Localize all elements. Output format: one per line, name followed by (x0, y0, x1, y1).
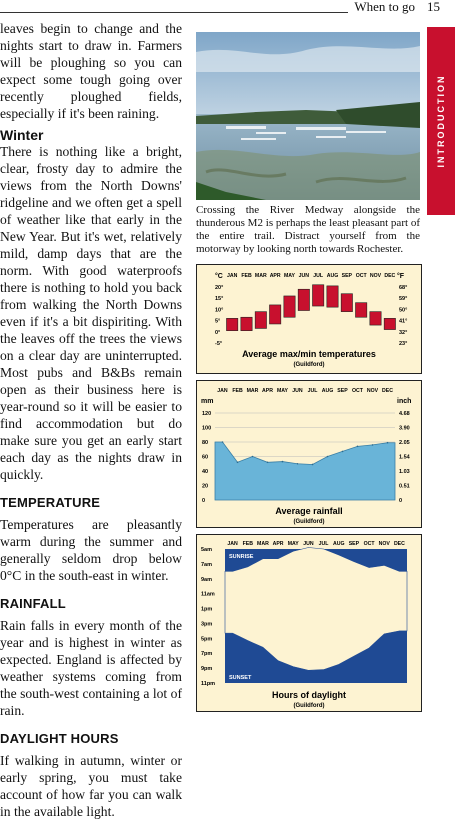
rainfall-chart-svg (197, 381, 421, 527)
daylight-month-label: MAR (257, 541, 269, 547)
rain-month-label: JUN (292, 388, 303, 394)
daylight-month-label: OCT (363, 541, 375, 547)
rain-tick-mm: 80 (202, 440, 209, 446)
rain-month-label: AUG (321, 388, 334, 394)
daylight-month-label: SEP (348, 541, 360, 547)
temp-bar (241, 317, 252, 330)
temp-month-label: JAN (226, 273, 238, 279)
daylight-tick: 9am (201, 576, 213, 583)
rain-point (267, 462, 269, 464)
rain-tick-mm: 20 (202, 483, 209, 490)
daylight-tick: 9pm (201, 666, 213, 673)
river-medway-photo (196, 32, 420, 200)
rain-chart-title: Average rainfall (275, 506, 343, 516)
daylight-month-label: FEB (242, 541, 253, 547)
heading-winter: Winter (0, 127, 44, 143)
rain-point (282, 461, 284, 463)
temp-month-label: MAY (283, 273, 296, 279)
temp-tick-c: 5° (215, 318, 221, 325)
rain-point (387, 442, 389, 444)
rain-month-label: MAR (246, 388, 259, 394)
rain-area (215, 442, 395, 500)
rain-point (327, 456, 329, 458)
rain-tick-inch: 4.68 (399, 411, 410, 417)
heading-daylight-hours: DAYLIGHT HOURS (0, 731, 119, 746)
daylight-month-label: APR (272, 541, 284, 547)
temp-bar (227, 318, 238, 330)
temp-month-label: DEC (384, 273, 396, 279)
paragraph: Rain falls in every month of the year and is highest in winter as expected. England is affected by weather systems coming from the south-west containing a lot of rain. (0, 618, 182, 718)
daylight-month-label: JUN (303, 541, 314, 547)
temp-month-label: NOV (369, 273, 382, 279)
daylight-month-label: AUG (332, 541, 345, 547)
photo-illustration (196, 32, 420, 200)
daylight-tick: 5pm (201, 636, 213, 643)
paragraph: If walking in autumn, winter or early spring, you must take account of how far you can walk in the available light. (0, 753, 182, 819)
rain-point (357, 446, 359, 448)
temp-bar (284, 296, 295, 317)
daylight-tick: 11pm (201, 681, 216, 687)
sunrise-label: SUNRISE (229, 554, 254, 560)
rain-month-label: NOV (366, 388, 379, 394)
temp-tick-c: -5° (215, 341, 223, 347)
daylight-month-label: NOV (378, 541, 390, 547)
daylight-tick: 5am (201, 547, 213, 553)
rain-point (237, 462, 239, 464)
temp-axis-unit-c: °C (215, 273, 223, 280)
temp-chart-subtitle: (Guildford) (293, 362, 325, 368)
temp-tick-c: 10° (215, 307, 224, 314)
temp-month-label: JUN (298, 273, 310, 279)
temp-tick-f: 32° (399, 329, 408, 336)
temperature-chart-svg (197, 265, 421, 373)
temp-month-label: APR (269, 273, 281, 279)
rain-point (342, 451, 344, 453)
temp-month-label: AUG (326, 273, 339, 279)
temp-bar (356, 303, 367, 318)
paragraph: Temperatures are pleasantly warm during the summer and generally seldom drop below 0°C in the south-east in winter. (0, 517, 182, 583)
rain-month-label: DEC (382, 388, 393, 394)
temp-tick-c: 15° (215, 296, 224, 303)
temp-month-label: MAR (254, 273, 267, 279)
rain-point (372, 444, 374, 446)
temp-chart-title: Average max/min temperatures (242, 349, 376, 359)
rain-tick-mm: 0 (202, 498, 206, 504)
rain-tick-mm: 60 (202, 454, 209, 461)
daylight-chart (196, 534, 422, 712)
rain-point (297, 463, 299, 465)
rainfall-chart (196, 380, 422, 528)
rain-tick-inch: 3.90 (399, 425, 410, 432)
temp-tick-f: 41° (399, 318, 408, 325)
section-tab (427, 27, 455, 215)
rain-point (312, 464, 314, 466)
temp-axis-unit-f: °F (397, 273, 405, 280)
paragraph: There is nothing like a bright, clear, frosty day to admire the views from the North Downs' ridgeline and we often get a spell of weather like that early in the New Year. But it's wet, relatively mild, damp days that are the norm. With good waterproofs there is nothing to hold you back from walking the North Downs even if it's a bit dispiriting. With the leaves off the trees the views on a clear day are uninterrupted. Most pubs and B&Bs remain open as their business here is year-round so it will be easier to find accommodation but do make sure you get an early start each day as the nights draw in quickly. (0, 144, 182, 482)
rain-point (222, 441, 224, 443)
rain-tick-inch: 0.51 (399, 483, 410, 490)
rain-tick-inch: 0 (399, 498, 403, 504)
daylight-tick: 7am (201, 561, 213, 568)
daylight-month-label: MAY (287, 541, 299, 547)
temp-tick-f: 68° (399, 285, 408, 291)
daylight-month-label: JUL (318, 541, 329, 547)
daylight-chart-subtitle: (Guildford) (293, 703, 325, 709)
temp-tick-f: 23° (399, 341, 408, 347)
rain-chart-subtitle: (Guildford) (293, 519, 325, 525)
rain-month-label: OCT (352, 388, 363, 394)
heading-rainfall: RAINFALL (0, 596, 66, 611)
rain-month-label: SEP (337, 388, 348, 394)
rain-tick-inch: 2.05 (399, 440, 410, 446)
rain-axis-unit-mm: mm (201, 398, 214, 405)
heading-temperature: TEMPERATURE (0, 495, 101, 510)
temp-bar (370, 312, 381, 325)
text-column (0, 20, 182, 820)
temp-month-label: JUL (313, 273, 324, 279)
temp-bar (298, 289, 309, 310)
rain-month-label: JAN (217, 388, 228, 394)
daylight-tick: 7pm (201, 651, 213, 658)
rain-tick-inch: 1.54 (399, 454, 410, 461)
temp-tick-c: 0° (215, 329, 221, 336)
daylight-tick: 1pm (201, 606, 213, 613)
temp-bar (255, 312, 266, 329)
rain-tick-inch: 1.03 (399, 469, 410, 475)
rain-point (252, 456, 254, 458)
rain-month-label: JUL (307, 388, 318, 394)
rain-month-label: APR (262, 388, 273, 394)
rain-month-label: MAY (276, 388, 289, 394)
rain-tick-mm: 120 (202, 411, 212, 417)
temp-tick-f: 59° (399, 296, 408, 303)
temp-tick-f: 50° (399, 307, 408, 314)
temp-month-label: OCT (355, 273, 367, 279)
paragraph: leaves begin to change and the nights start to draw in. Farmers will be ploughing so you can expect some tough going over recently ploughed fields, especially if it's been raining. (0, 21, 182, 121)
temp-bar (384, 318, 395, 329)
rain-axis-unit-inch: inch (397, 398, 412, 405)
rain-tick-mm: 100 (202, 425, 212, 432)
section-tab-label: INTRODUCTION (436, 74, 446, 168)
temp-month-label: FEB (241, 273, 252, 279)
page-header (0, 0, 455, 14)
daylight-month-label: DEC (393, 541, 405, 547)
temp-bar (270, 305, 281, 324)
photo-caption: Crossing the River Medway alongside the thunderous M2 is perhaps the least pleasant part of the entire trail. Distract yourself from the motorway by looking north towards Rochester. (196, 204, 420, 255)
temp-bar (341, 294, 352, 312)
daylight-month-label: JAN (227, 541, 238, 547)
temperature-chart (196, 264, 422, 374)
temp-bar (327, 286, 338, 307)
daylight-chart-svg (197, 535, 421, 711)
daylight-chart-title: Hours of daylight (272, 690, 346, 700)
temp-month-label: SEP (341, 273, 353, 279)
temp-bar (313, 285, 324, 306)
daylight-tick: 3pm (201, 621, 213, 628)
sunset-label: SUNSET (229, 675, 252, 681)
page-number: 15 (427, 0, 440, 14)
temp-tick-c: 20° (215, 285, 224, 291)
running-title: When to go (348, 0, 415, 15)
rain-month-label: FEB (232, 388, 243, 394)
daylight-tick: 11am (201, 591, 215, 598)
rain-tick-mm: 40 (202, 469, 209, 475)
